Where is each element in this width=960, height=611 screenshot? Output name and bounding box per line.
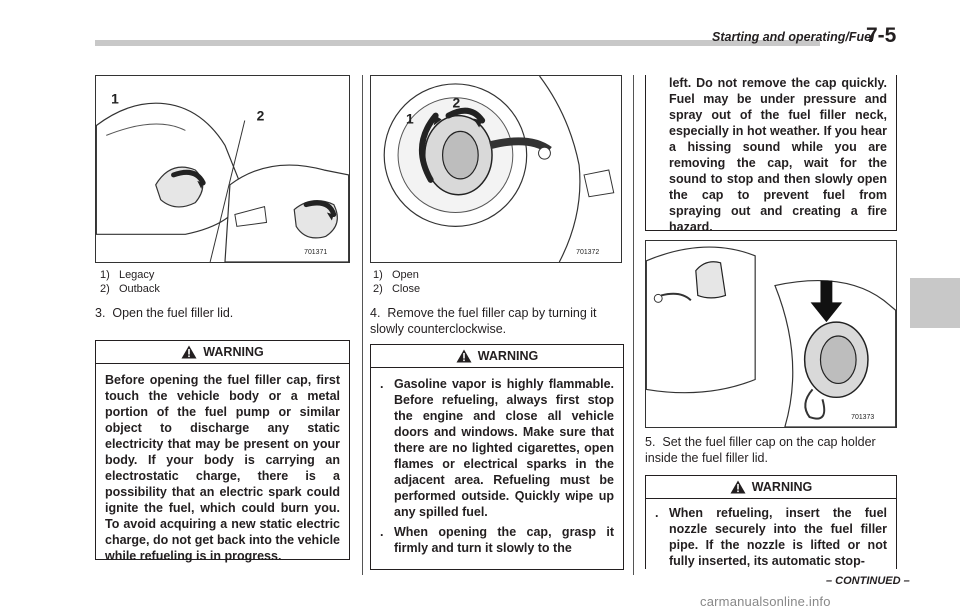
- warning-box-3: [645, 499, 897, 569]
- figure-legacy-outback-lid: [95, 75, 350, 263]
- figure-code: 701373: [851, 414, 875, 422]
- warning-bullet: . When opening the cap, grasp it firmly and turn it slowly to the: [380, 525, 614, 555]
- warning-title: WARNING: [477, 349, 539, 363]
- fuel-lid-illustration: [96, 76, 349, 262]
- callout-1: 1: [111, 90, 119, 107]
- figure-caption-2: 2) Outback: [100, 283, 160, 295]
- figure-caption-1: 1) Open: [373, 269, 419, 281]
- step-4-text: 4. Remove the fuel filler cap by turning it slowly counterclockwise.: [370, 306, 597, 336]
- warning-text-static: Before opening the fuel filler cap, first touch the vehicle body or a metal portion of the fuel pump or similar object to discharge any static electricity that may be present on your body. If your body is carrying an electrostatic charge, there is a possibility that an electric spark could ignite the fuel, which could burn you. To avoid acquiring a new static electric charge, do not get back into the vehicle while refueling is in progress.: [105, 373, 340, 563]
- warning-bullet-text: When refueling, insert the fuel nozzle securely into the fuel filler pipe. If the nozzle is lifted or not fully inserted, its automatic stop-: [669, 506, 887, 568]
- watermark: carmanualsonline.info: [700, 594, 831, 609]
- section-title: Starting and operating/Fuel: [712, 30, 875, 44]
- figure-caption-1: 1) Legacy: [100, 269, 155, 281]
- warning-bullet: . When refueling, insert the fuel nozzle securely into the fuel filler pipe. If the nozzle is lifted or not fully inserted, its automatic stop-: [655, 506, 887, 568]
- warning-triangle-icon: [456, 349, 472, 363]
- warning-header-2: [370, 344, 624, 368]
- warning-box-continued: [645, 75, 897, 234]
- fuel-cap-illustration: [371, 76, 621, 262]
- column-divider-1: [362, 75, 363, 575]
- figure-code: 701371: [304, 249, 328, 257]
- warning-bullet-text: When opening the cap, grasp it firmly and turn it slowly to the: [394, 525, 614, 555]
- callout-2: 2: [452, 94, 461, 111]
- chapter-thumb-tab: [910, 278, 960, 328]
- callout-2: 2: [256, 107, 265, 124]
- warning-box-2: [370, 368, 624, 570]
- warning-title: WARNING: [751, 480, 813, 494]
- step-3-text: 3. Open the fuel filler lid.: [95, 306, 234, 320]
- callout-1: 1: [405, 110, 414, 127]
- continued-marker: – CONTINUED –: [826, 575, 910, 587]
- warning-header-3: [645, 475, 897, 499]
- step-5-text: 5. Set the fuel filler cap on the cap holder inside the fuel filler lid.: [645, 435, 876, 465]
- page-number: 7-5: [866, 24, 897, 47]
- warning-title: WARNING: [203, 345, 264, 359]
- figure-caption-2: 2) Close: [373, 283, 421, 295]
- warning-header-1: [95, 340, 350, 364]
- warning-continued-text: left. Do not remove the cap quickly. Fuel may be under pressure and spray out of the fuel filler neck, especially in hot weather. If you hear a hissing sound while you are removing the cap, wait for the sound to stop and then slowly open the cap to prevent fuel from spraying out and creating a fire hazard.: [669, 76, 887, 234]
- warning-triangle-icon: [730, 480, 746, 494]
- figure-cap-holder: [645, 240, 897, 428]
- figure-open-close-cap: [370, 75, 622, 263]
- column-divider-2: [633, 75, 634, 575]
- warning-box-1: [95, 364, 350, 563]
- figure-code: 701372: [576, 249, 600, 257]
- warning-triangle-icon: [181, 345, 197, 359]
- warning-bullet: . Gasoline vapor is highly flammable. Before refueling, always first stop the engine and close all vehicle doors and windows. Make sure that there are no lighted cigarettes, open flames or electrical sparks in the adjacent area. Refueling must be performed outside. Quickly wipe up any spilled fuel.: [380, 377, 614, 519]
- warning-bullet-text: Gasoline vapor is highly flammable. Before refueling, always first stop the engine and close all vehicle doors and windows. Make sure that there are no lighted cigarettes, open flames or electrical sparks in the adjacent area. Refueling must be performed outside. Quickly wipe up any spilled fuel.: [394, 377, 614, 519]
- cap-holder-illustration: [646, 241, 896, 427]
